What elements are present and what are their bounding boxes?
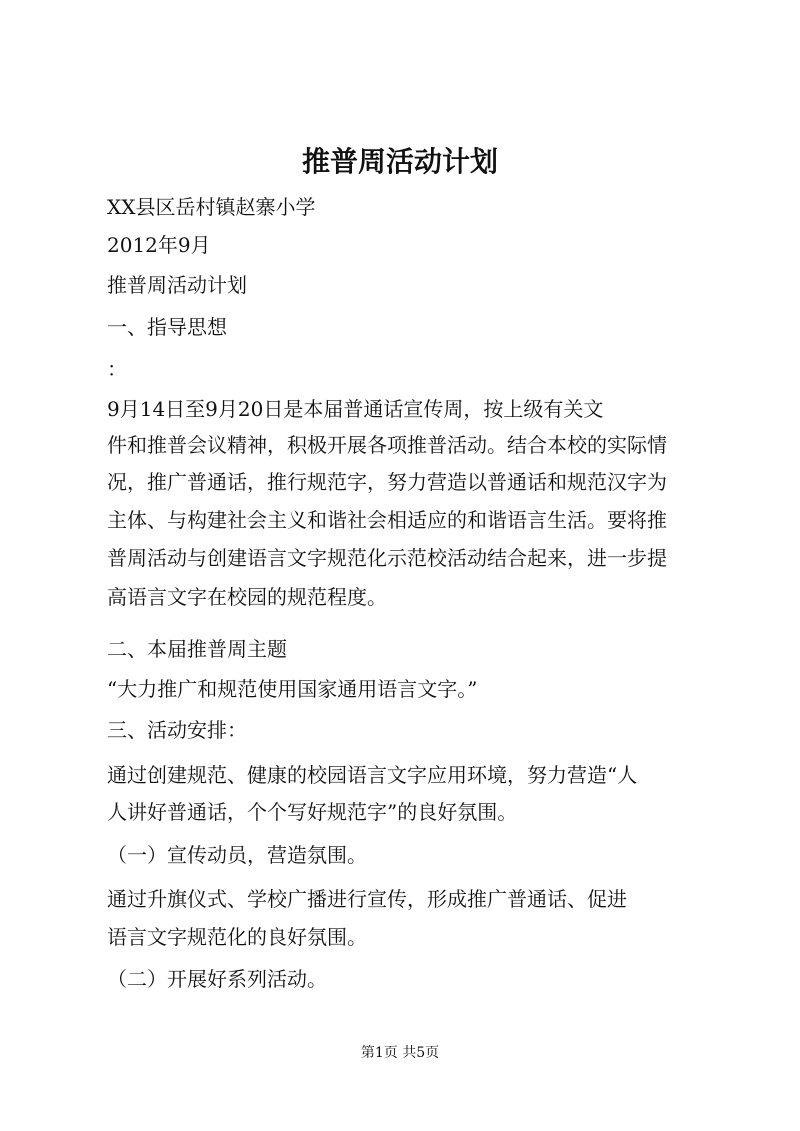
section-heading-theme: 二、本届推普周主题 (107, 637, 287, 661)
section-heading-guiding-principle: 一、指导思想 (107, 315, 227, 339)
colon-line: ： (107, 357, 127, 381)
paragraph-line: 普周活动与创建语言文字规范化示范校活动结合起来，进一步提 (107, 546, 667, 570)
document-subtitle: 推普周活动计划 (107, 273, 247, 297)
document-title: 推普周活动计划 (301, 145, 498, 178)
document-date: 2012年9月 (107, 233, 211, 257)
subsection-heading-series-activities: （二）开展好系列活动。 (107, 967, 327, 991)
paragraph-line: 况，推广普通话，推行规范字，努力营造以普通话和规范汉字为 (107, 470, 667, 494)
paragraph-line: 9月14日至9月20日是本届普通话宣传周，按上级有关文 (107, 397, 604, 421)
paragraph-line: 通过升旗仪式、学校广播进行宣传，形成推广普通话、促进 (107, 887, 627, 911)
page-number: 第1页 共5页 (360, 1045, 440, 1061)
paragraph-line: 通过创建规范、健康的校园语言文字应用环境，努力营造“人 (107, 763, 638, 787)
theme-quote: “大力推广和规范使用国家通用语言文字。” (107, 677, 478, 701)
school-name: XX县区岳村镇赵寨小学 (107, 195, 316, 219)
paragraph-line: 人讲好普通话，个个写好规范字”的良好氛围。 (107, 800, 518, 824)
subsection-heading-publicity: （一）宣传动员，营造氛围。 (107, 843, 367, 867)
paragraph-line: 主体、与构建社会主义和谐社会相适应的和谐语言生活。要将推 (107, 508, 667, 532)
paragraph-line: 高语言文字在校园的规范程度。 (107, 585, 387, 609)
paragraph-line: 件和推普会议精神，积极开展各项推普活动。结合本校的实际情 (107, 433, 667, 457)
section-heading-activities: 三、活动安排： (107, 718, 247, 742)
paragraph-line: 语言文字规范化的良好氛围。 (107, 925, 367, 949)
